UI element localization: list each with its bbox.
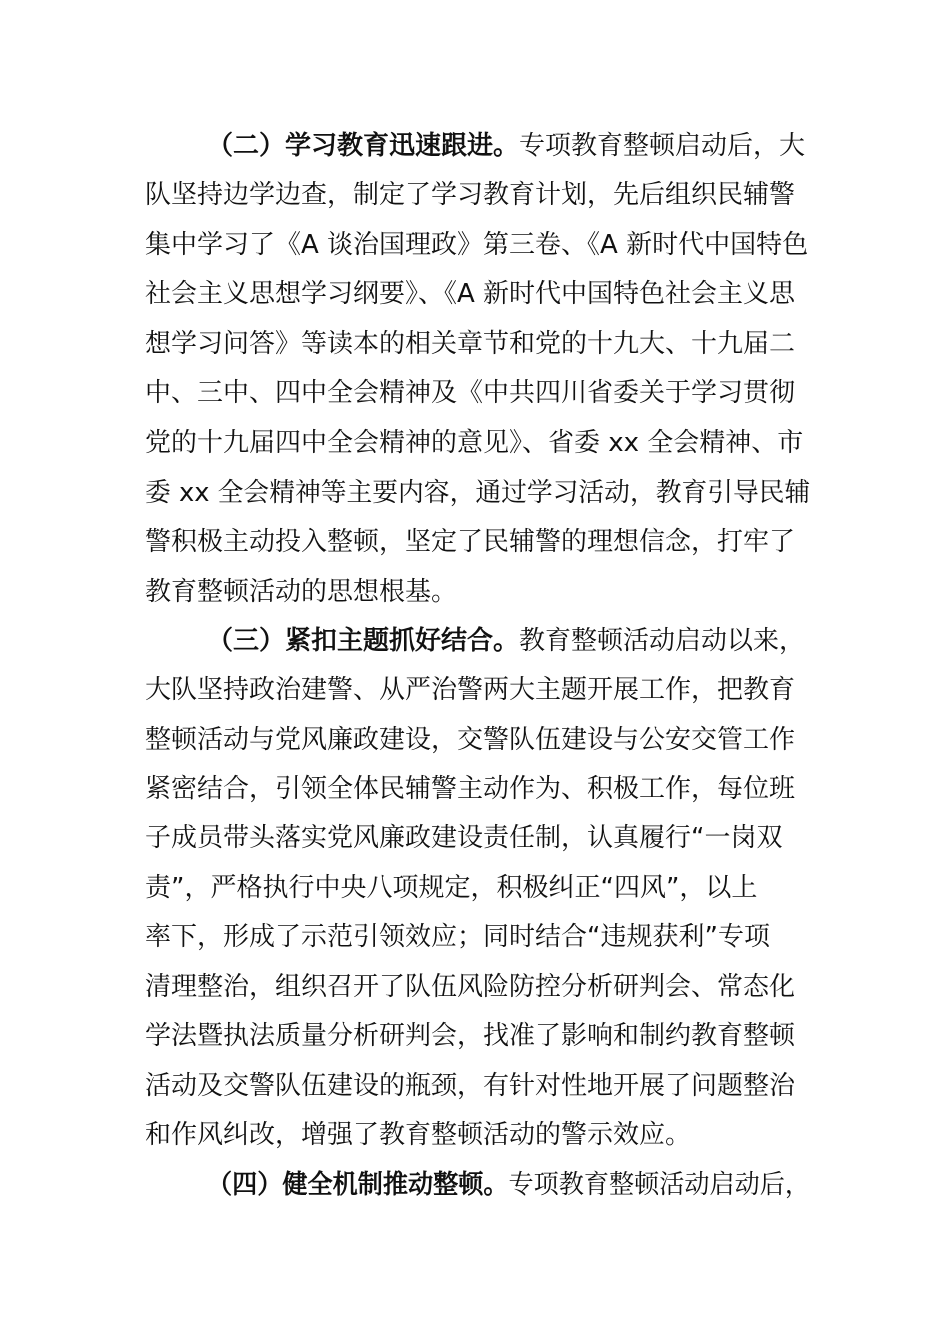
paragraph-line: 责”，严格执行中央八项规定，积极纠正“四风”，以上 [145,873,758,903]
section-3-text: 教育整顿活动启动以来， [519,626,806,656]
section-4-text: 专项教育整顿活动启动后， [508,1170,811,1200]
section-4-heading: （四）健全机制推动整顿。 [207,1170,509,1200]
paragraph-line: 和作风纠改，增强了教育整顿活动的警示效应。 [145,1120,692,1150]
paragraph-line: 社会主义思想学习纲要》、《A 新时代中国特色社会主义思 [145,279,796,309]
section-3-heading: （三）紧扣主题抓好结合。 [207,626,520,656]
paragraph-line: 大队坚持政治建警、从严治警两大主题开展工作，把教育 [145,675,796,705]
paragraph-line: 清理整治，组织召开了队伍风险防控分析研判会、常态化 [145,972,796,1002]
paragraph-line: 集中学习了《A 谈治国理政》第三卷、《A 新时代中国特色 [145,230,809,260]
paragraph-line: 教育整顿活动的思想根基。 [145,577,458,607]
section-2-first-line [207,126,805,166]
paragraph-line: 党的十九届四中全会精神的意见》、省委 xx 全会精神、市 [145,428,804,458]
paragraph-line: 委 xx 全会精神等主要内容，通过学习活动，教育引导民辅 [145,478,811,508]
paragraph-line: 子成员带头落实党风廉政建设责任制，认真履行“一岗双 [145,823,783,853]
paragraph-line: 紧密结合，引领全体民辅警主动作为、积极工作，每位班 [145,774,796,804]
paragraph-line: 学法暨执法质量分析研判会，找准了影响和制约教育整顿 [145,1021,796,1051]
paragraph-line: 队坚持边学边查，制定了学习教育计划，先后组织民辅警 [145,180,796,210]
paragraph-line: 中、三中、四中全会精神及《中共四川省委关于学习贯彻 [145,378,796,408]
section-4-first-line [207,1165,810,1205]
paragraph-line: 想学习问答》等读本的相关章节和党的十九大、十九届二 [145,329,796,359]
paragraph-line: 警积极主动投入整顿，坚定了民辅警的理想信念，打牢了 [145,527,796,557]
section-2-text: 专项教育整顿启动后，大 [519,131,806,161]
section-3-first-line [207,621,805,661]
paragraph-line: 率下，形成了示范引领效应；同时结合“违规获利”专项 [145,922,770,952]
paragraph-line: 整顿活动与党风廉政建设，交警队伍建设与公安交管工作 [145,725,796,755]
paragraph-line: 活动及交警队伍建设的瓶颈，有针对性地开展了问题整治 [145,1071,796,1101]
section-2-heading: （二）学习教育迅速跟进。 [207,131,520,161]
